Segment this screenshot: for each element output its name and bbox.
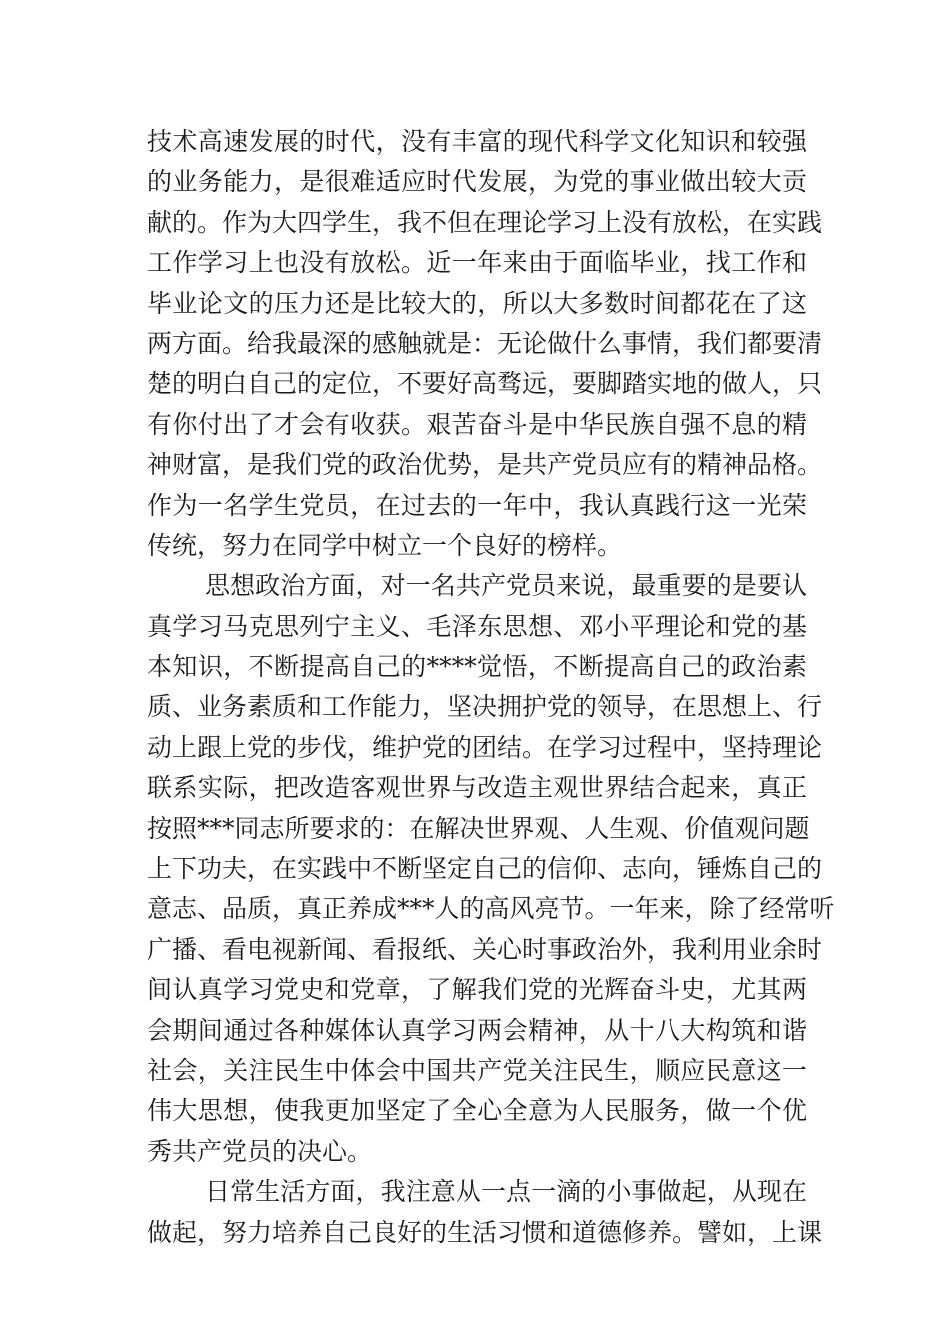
paragraph-2 bbox=[147, 566, 835, 1172]
text-line: 联系实际，把改造客观世界与改造主观世界结合起来，真正 bbox=[147, 773, 807, 803]
text-line: 楚的明白自己的定位，不要好高骛远，要脚踏实地的做人，只 bbox=[147, 369, 823, 399]
text-line: 会期间通过各种媒体认真学习两会精神，从十八大构筑和谐 bbox=[147, 1015, 807, 1045]
text-line: 毕业论文的压力还是比较大的，所以大多数时间都花在了这 bbox=[147, 288, 807, 318]
text-line: 作为一名学生党员，在过去的一年中，我认真践行这一光荣 bbox=[147, 490, 807, 520]
text-line: 质、业务素质和工作能力，坚决拥护党的领导，在思想上、行 bbox=[147, 692, 823, 722]
text-line: 的业务能力，是很难适应时代发展，为党的事业做出较大贡 bbox=[147, 167, 807, 197]
text-line: 上下功夫，在实践中不断坚定自己的信仰、志向，锤炼自己的 bbox=[147, 854, 823, 884]
text-line: 按照***同志所要求的：在解决世界观、人生观、价值观问题 bbox=[147, 813, 810, 843]
text-line: 伟大思想，使我更加坚定了全心全意为人民服务，做一个优 bbox=[147, 1096, 807, 1126]
text-line: 思想政治方面，对一名共产党员来说，最重要的是要认 bbox=[205, 571, 807, 601]
text-line: 神财富，是我们党的政治优势，是共产党员应有的精神品格。 bbox=[147, 450, 823, 480]
paragraph-1 bbox=[147, 122, 823, 566]
text-line: 两方面。给我最深的感触就是：无论做什么事情，我们都要清 bbox=[147, 328, 823, 358]
text-line: 传统，努力在同学中树立一个良好的榜样。 bbox=[147, 530, 623, 560]
text-line: 真学习马克思列宁主义、毛泽东思想、邓小平理论和党的基 bbox=[147, 611, 807, 641]
text-line: 秀共产党员的决心。 bbox=[147, 1136, 373, 1166]
text-line: 本知识，不断提高自己的****觉悟，不断提高自己的政治素 bbox=[147, 652, 807, 682]
text-line: 献的。作为大四学生，我不但在理论学习上没有放松，在实践 bbox=[147, 207, 823, 237]
text-line: 间认真学习党史和党章，了解我们党的光辉奋斗史，尤其两 bbox=[147, 975, 807, 1005]
text-line: 有你付出了才会有收获。艰苦奋斗是中华民族自强不息的精 bbox=[147, 409, 807, 439]
text-line: 工作学习上也没有放松。近一年来由于面临毕业，找工作和 bbox=[147, 248, 807, 278]
paragraph-3 bbox=[147, 1172, 823, 1253]
document-page bbox=[147, 122, 835, 1253]
text-line: 意志、品质，真正养成***人的高风亮节。一年来，除了经常听 bbox=[147, 894, 835, 924]
text-line: 广播、看电视新闻、看报纸、关心时事政治外，我利用业余时 bbox=[147, 934, 823, 964]
text-line: 动上跟上党的步伐，维护党的团结。在学习过程中，坚持理论 bbox=[147, 732, 823, 762]
text-line: 社会，关注民生中体会中国共产党关注民生，顺应民意这一 bbox=[147, 1055, 807, 1085]
text-line: 日常生活方面，我注意从一点一滴的小事做起，从现在 bbox=[205, 1177, 807, 1207]
text-line: 技术高速发展的时代，没有丰富的现代科学文化知识和较强 bbox=[147, 127, 807, 156]
text-line: 做起，努力培养自己良好的生活习惯和道德修养。譬如，上课 bbox=[147, 1217, 823, 1247]
